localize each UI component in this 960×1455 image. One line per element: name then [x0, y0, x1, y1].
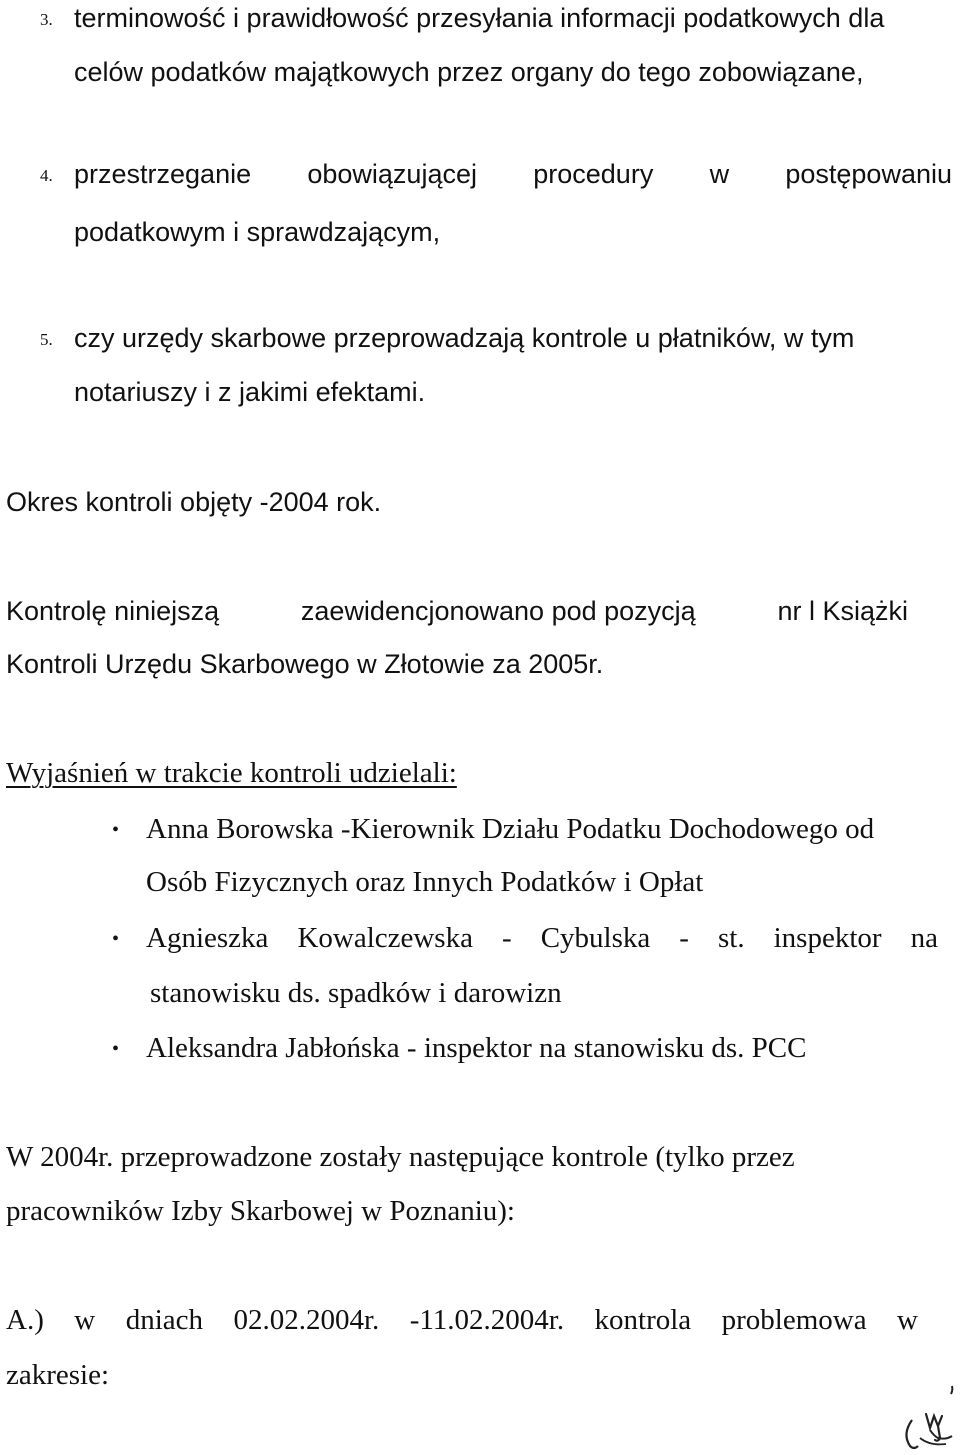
bullet: • [112, 819, 120, 841]
list-item-text: celów podatków majątkowych przez organy do tego zobowiązane, [74, 57, 864, 87]
list-item-text: czy urzędy skarbowe przeprowadzają kontrole u płatników, w tym [74, 323, 855, 353]
word: postępowaniu [785, 159, 952, 189]
word: -11.02.2004r. [409, 1304, 565, 1336]
word: procedury [533, 159, 654, 189]
word: Agnieszka [146, 922, 269, 954]
person-text-justified [146, 920, 938, 956]
word: w [897, 1304, 918, 1336]
word: A.) [6, 1304, 44, 1336]
registration-line-2: Kontroli Urzędu Skarbowego w Złotowie za 2005r. [6, 649, 604, 679]
registration-part: zaewidencjonowano pod pozycją [300, 596, 696, 626]
word: obowiązującej [307, 159, 477, 189]
control-period: Okres kontroli objęty -2004 rok. [6, 487, 382, 517]
list-item-text: terminowość i prawidłowość przesyłania informacji podatkowych dla [74, 3, 885, 33]
word: - [502, 922, 512, 954]
word: st. [718, 922, 745, 954]
controls-intro: pracowników Izby Skarbowej w Poznaniu): [6, 1195, 515, 1227]
word: dniach [125, 1304, 203, 1336]
registration-line [6, 593, 908, 629]
list-number: 5. [40, 330, 53, 349]
word: w [74, 1304, 96, 1336]
word: przestrzeganie [74, 159, 252, 189]
word: kontrola [594, 1304, 692, 1336]
person-text: stanowisku ds. spadków i darowizn [150, 977, 562, 1009]
handwritten-initials-signature [896, 1380, 956, 1452]
control-a-line-2: zakresie: [6, 1359, 110, 1391]
list-item-text: podatkowym i sprawdzającym, [74, 217, 441, 247]
list-item-text: notariuszy i z jakimi efektami. [74, 377, 426, 407]
word: inspektor [773, 922, 882, 954]
controls-intro: W 2004r. przeprowadzone zostały następujące kontrole (tylko przez [6, 1141, 795, 1173]
control-a-line [6, 1302, 918, 1338]
bullet: • [112, 928, 120, 950]
word: 02.02.2004r. [233, 1304, 380, 1336]
explanations-heading: Wyjaśnień w trakcie kontroli udzielali: [6, 757, 457, 789]
word: w [709, 159, 730, 189]
person-text: Osób Fizycznych oraz Innych Podatków i Opłat [146, 866, 704, 898]
word: - [679, 922, 689, 954]
list-item-text-justified [74, 156, 952, 192]
bullet: • [112, 1038, 120, 1060]
list-number: 3. [40, 10, 53, 29]
person-text: Aleksandra Jabłońska - inspektor na stanowisku ds. PCC [146, 1032, 807, 1064]
person-text: Anna Borowska -Kierownik Działu Podatku Dochodowego od [146, 813, 875, 845]
word: na [910, 922, 938, 954]
word: problemowa [721, 1304, 867, 1336]
word: Kowalczewska [297, 922, 473, 954]
registration-part: nr l Książki [777, 596, 908, 626]
registration-part: Kontrolę niniejszą [6, 596, 220, 626]
word: Cybulska [540, 922, 651, 954]
list-number: 4. [40, 166, 53, 185]
